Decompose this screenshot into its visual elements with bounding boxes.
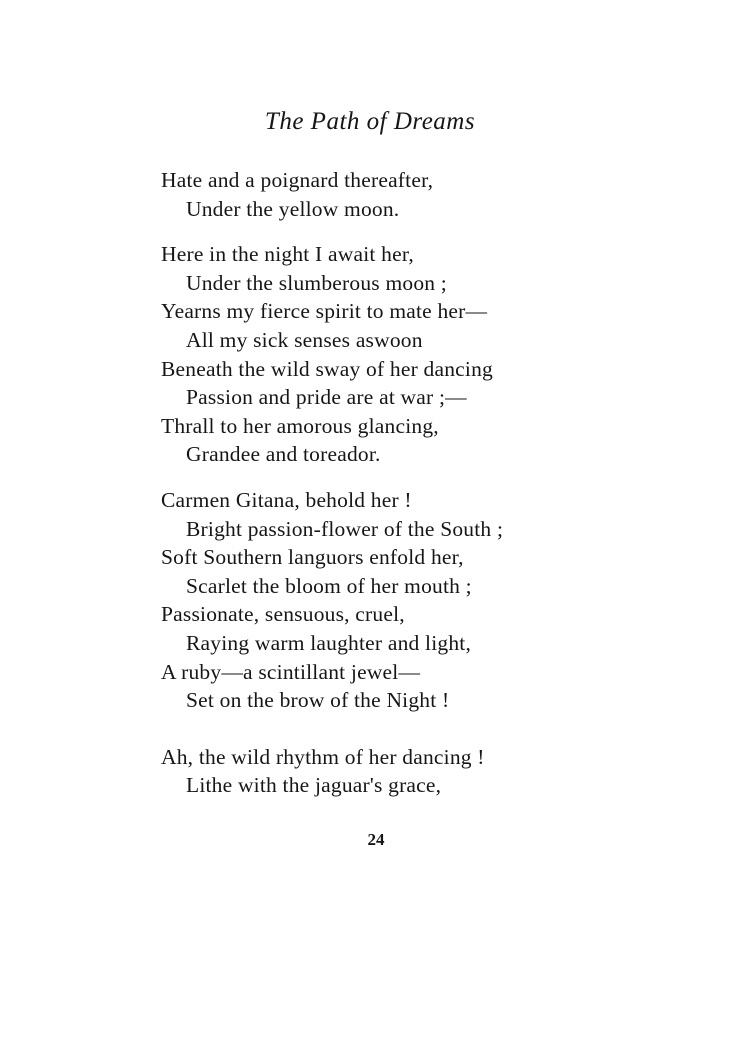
verse-line: Yearns my fierce spirit to mate her— [161,299,488,324]
verse-line: Soft Southern languors enfold her, [161,545,464,570]
poem-body [161,166,721,800]
verse-line: Passionate, sensuous, cruel, [161,602,405,627]
verse-line-indented: Under the yellow moon. [186,196,400,221]
verse-line: Thrall to her amorous glancing, [161,413,439,438]
verse-line: Beneath the wild sway of her dancing [161,356,493,381]
stanza-2 [161,240,721,469]
verse-line: Hate and a poignard thereafter, [161,168,434,192]
page-number: 24 [367,830,385,849]
stanza-4 [161,743,721,800]
verse-line: Here in the night I await her, [161,242,414,267]
verse-line-indented: Grandee and toreador. [186,442,381,467]
verse-line-indented: Lithe with the jaguar's grace, [186,773,442,798]
stanza-3 [161,486,721,715]
verse-line-indented: All my sick senses aswoon [186,327,423,352]
verse-line-indented: Passion and pride are at war ;— [186,385,467,410]
verse-line-indented: Set on the brow of the Night ! [186,688,450,713]
running-head: The Path of Dreams [264,108,476,135]
verse-line-indented: Bright passion-flower of the South ; [186,516,504,541]
verse-line-indented: Under the slumberous moon ; [186,270,447,295]
verse-line-indented: Raying warm laughter and light, [186,630,472,655]
verse-line: Carmen Gitana, behold her ! [161,487,412,512]
verse-line: Ah, the wild rhythm of her dancing ! [161,744,485,769]
verse-line: A ruby—a scintillant jewel— [161,659,421,684]
stanza-1 [161,166,721,223]
verse-line-indented: Scarlet the bloom of her mouth ; [186,573,472,598]
